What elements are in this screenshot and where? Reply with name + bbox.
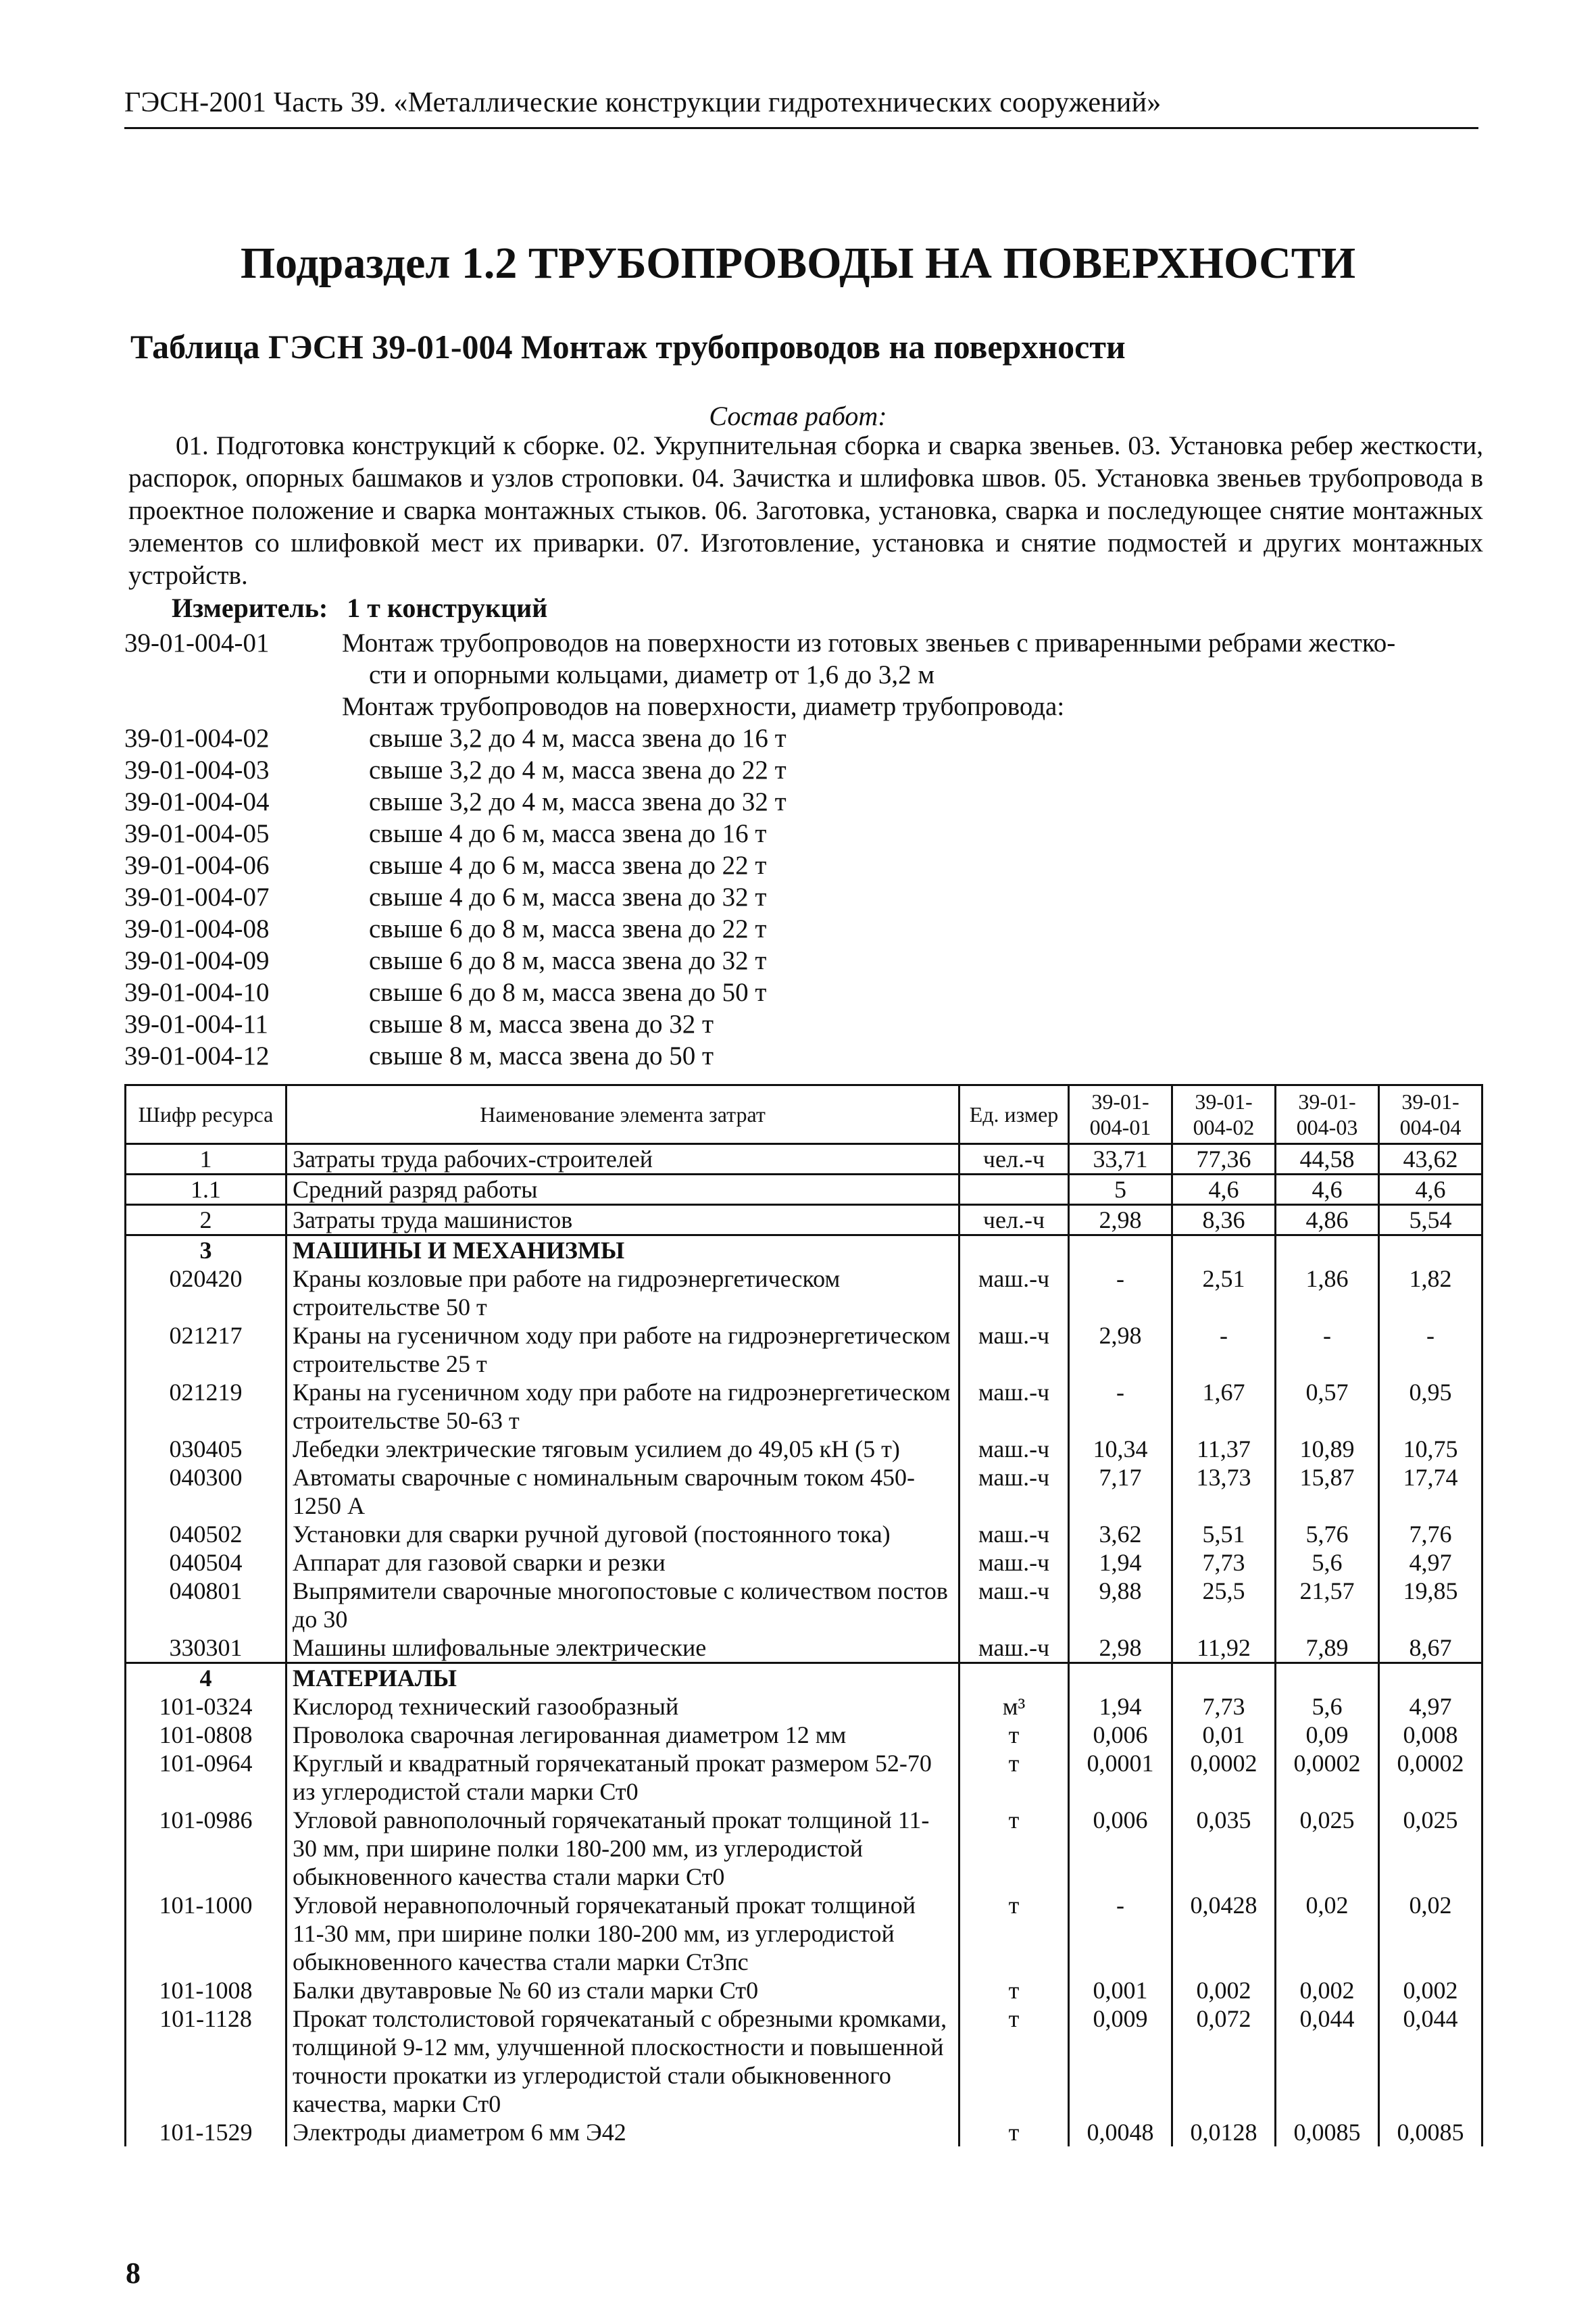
norm-value-cell (1379, 1235, 1482, 1265)
norm-value-cell: 5,51 (1172, 1520, 1276, 1548)
table-row (126, 1205, 1482, 1235)
unit-cell: т (959, 1891, 1069, 1976)
table-row (126, 2004, 1482, 2118)
table-row (126, 1548, 1482, 1577)
resource-code: 101-1128 (126, 2004, 286, 2118)
header-norm-col-4: 39-01-004-04 (1379, 1085, 1482, 1144)
header-norm-col-3: 39-01-004-03 (1276, 1085, 1379, 1144)
norm-value-cell: 0,035 (1172, 1806, 1276, 1891)
cost-element-name: Краны козловые при работе на гидроэнергетическом строительстве 50 т (286, 1264, 959, 1321)
table-row (126, 1463, 1482, 1520)
norm-value-cell: 0,0128 (1172, 2118, 1276, 2146)
norm-value-cell: 5,76 (1276, 1520, 1379, 1548)
norm-value-cell: 8,36 (1172, 1205, 1276, 1235)
norm-code-row (124, 850, 1476, 881)
unit-cell: чел.-ч (959, 1144, 1069, 1175)
cost-element-name: Аппарат для газовой сварки и резки (286, 1548, 959, 1577)
norm-code-row (124, 977, 1476, 1008)
norm-value-cell: 2,98 (1069, 1205, 1172, 1235)
norm-value-cell: 33,71 (1069, 1144, 1172, 1175)
norm-description: свыше 3,2 до 4 м, масса звена до 16 т (369, 724, 787, 753)
table-row (126, 1633, 1482, 1663)
unit-cell: маш.-ч (959, 1548, 1069, 1577)
cost-element-name: МАТЕРИАЛЫ (286, 1663, 959, 1693)
resource-code: 040300 (126, 1463, 286, 1520)
resource-code: 030405 (126, 1435, 286, 1463)
table-title: Таблица ГЭСН 39-01-004 Монтаж трубопроводов на поверхности (130, 328, 1126, 366)
unit-cell (959, 1663, 1069, 1693)
page-number: 8 (126, 2257, 141, 2290)
norm-description-line: Монтаж трубопроводов на поверхности из готовых звеньев с приваренными ребрами жестко- (342, 629, 1396, 658)
norm-value-cell: 1,82 (1379, 1264, 1482, 1321)
norm-value-cell: 77,36 (1172, 1144, 1276, 1175)
norm-value-cell: 0,025 (1276, 1806, 1379, 1891)
header-cost-element: Наименование элемента затрат (286, 1085, 959, 1144)
norm-value-cell (1069, 1663, 1172, 1693)
norm-value-cell: 17,74 (1379, 1463, 1482, 1520)
norm-description: свыше 6 до 8 м, масса звена до 50 т (369, 978, 767, 1007)
norm-value-cell: 13,73 (1172, 1463, 1276, 1520)
norm-description: свыше 4 до 6 м, масса звена до 32 т (369, 883, 767, 912)
unit-cell (959, 1175, 1069, 1205)
work-composition-heading: Состав работ: (709, 401, 887, 431)
table-row (126, 1806, 1482, 1891)
norm-value-cell: 5,6 (1276, 1692, 1379, 1721)
cost-element-name: Автоматы сварочные с номинальным сварочным током 450-1250 А (286, 1463, 959, 1520)
unit-cell: маш.-ч (959, 1321, 1069, 1378)
norm-value-cell: - (1069, 1264, 1172, 1321)
resource-table (124, 1084, 1483, 2146)
unit-cell: т (959, 1749, 1069, 1806)
norm-value-cell: 11,37 (1172, 1435, 1276, 1463)
resource-code: 101-1008 (126, 1976, 286, 2004)
table-row (126, 1749, 1482, 1806)
resource-code: 021217 (126, 1321, 286, 1378)
work-composition-text: 01. Подготовка конструкций к сборке. 02. Укрупнительная сборка и сварка звеньев. 03. Установка ребер жесткости, распорок, опорных башмаков и узлов строповки. 04. Зачистка и шлифовка швов. 05. Установка звеньев трубопровода в проектное положение и сварка монтажных стыков. 06. Заготовка, установка, сварка и последующее снятие монтажных элементов со шлифовкой мест их приварки. 07. Изготовление, установка и снятие подмостей и других монтажных устройств. (128, 431, 1483, 590)
norm-description: свыше 3,2 до 4 м, масса звена до 22 т (369, 756, 787, 785)
cost-element-name: Средний разряд работы (286, 1175, 959, 1205)
cost-element-name: Кислород технический газообразный (286, 1692, 959, 1721)
norm-value-cell: 1,94 (1069, 1692, 1172, 1721)
norm-value-cell (1379, 1663, 1482, 1693)
norm-value-cell: - (1172, 1321, 1276, 1378)
norm-value-cell: - (1379, 1321, 1482, 1378)
cost-element-name: Затраты труда рабочих-строителей (286, 1144, 959, 1175)
norm-code: 39-01-004-12 (124, 1041, 270, 1070)
cost-element-name: Лебедки электрические тяговым усилием до 49,05 кН (5 т) (286, 1435, 959, 1463)
norm-code: 39-01-004-04 (124, 787, 270, 816)
norm-value-cell: 3,62 (1069, 1520, 1172, 1548)
table-row (126, 1378, 1482, 1435)
measure-label: Измеритель: (172, 593, 328, 623)
norm-value-cell: 0,006 (1069, 1806, 1172, 1891)
table-row (126, 1520, 1482, 1548)
cost-element-name: Краны на гусеничном ходу при работе на гидроэнергетическом строительстве 25 т (286, 1321, 959, 1378)
table-row (126, 1577, 1482, 1633)
resource-code: 101-0964 (126, 1749, 286, 1806)
norm-code-row (124, 786, 1476, 818)
norm-value-cell: 11,92 (1172, 1633, 1276, 1663)
resource-code: 330301 (126, 1633, 286, 1663)
unit-cell (959, 1235, 1069, 1265)
cost-element-name: Проволока сварочная легированная диаметром 12 мм (286, 1721, 959, 1749)
norm-value-cell: 43,62 (1379, 1144, 1482, 1175)
norm-value-cell: 0,0085 (1276, 2118, 1379, 2146)
resource-code: 1 (126, 1144, 286, 1175)
norm-code: 39-01-004-07 (124, 883, 270, 912)
norm-value-cell: 4,86 (1276, 1205, 1379, 1235)
table-row (126, 1435, 1482, 1463)
norm-code-list (124, 627, 1476, 1072)
norm-code: 39-01-004-10 (124, 978, 270, 1007)
norm-code-row (124, 627, 1476, 691)
norm-value-cell: 0,0002 (1172, 1749, 1276, 1806)
cost-element-name: Круглый и квадратный горячекатаный прокат размером 52-70 из углеродистой стали марки Ст0 (286, 1749, 959, 1806)
norm-value-cell: 0,0048 (1069, 2118, 1172, 2146)
norm-value-cell: 5,6 (1276, 1548, 1379, 1577)
norm-value-cell: 2,98 (1069, 1633, 1172, 1663)
norm-value-cell: - (1276, 1321, 1379, 1378)
norm-code: 39-01-004-06 (124, 851, 270, 880)
resource-code: 040504 (126, 1548, 286, 1577)
norm-group-lead (124, 691, 1476, 722)
norm-value-cell: 0,95 (1379, 1378, 1482, 1435)
norm-code: 39-01-004-05 (124, 819, 270, 848)
norm-code-row (124, 818, 1476, 850)
norm-value-cell: 25,5 (1172, 1577, 1276, 1633)
norm-value-cell: 0,001 (1069, 1976, 1172, 2004)
resource-code: 040801 (126, 1577, 286, 1633)
norm-description: свыше 4 до 6 м, масса звена до 16 т (369, 819, 767, 848)
norm-value-cell: 0,02 (1276, 1891, 1379, 1976)
norm-value-cell: 4,6 (1276, 1175, 1379, 1205)
norm-value-cell: 0,0001 (1069, 1749, 1172, 1806)
table-row (126, 1264, 1482, 1321)
norm-value-cell: 4,97 (1379, 1548, 1482, 1577)
norm-value-cell: 10,89 (1276, 1435, 1379, 1463)
norm-value-cell: 15,87 (1276, 1463, 1379, 1520)
resource-code: 040502 (126, 1520, 286, 1548)
norm-value-cell: 5,54 (1379, 1205, 1482, 1235)
cost-element-name: Краны на гусеничном ходу при работе на гидроэнергетическом строительстве 50-63 т (286, 1378, 959, 1435)
norm-code-row (124, 881, 1476, 913)
norm-value-cell: 7,73 (1172, 1692, 1276, 1721)
norm-value-cell: 44,58 (1276, 1144, 1379, 1175)
resource-code: 2 (126, 1205, 286, 1235)
unit-cell: чел.-ч (959, 1205, 1069, 1235)
norm-value-cell: 0,002 (1172, 1976, 1276, 2004)
table-row (126, 1692, 1482, 1721)
norm-value-cell: 0,57 (1276, 1378, 1379, 1435)
table-row (126, 1663, 1482, 1693)
norm-value-cell: 0,025 (1379, 1806, 1482, 1891)
resource-code: 020420 (126, 1264, 286, 1321)
norm-value-cell: 0,009 (1069, 2004, 1172, 2118)
norm-code: 39-01-004-02 (124, 724, 270, 753)
norm-description (342, 627, 1476, 691)
norm-value-cell: 0,044 (1379, 2004, 1482, 2118)
cost-element-name: Электроды диаметром 6 мм Э42 (286, 2118, 959, 2146)
cost-element-name: Балки двутавровые № 60 из стали марки Ст0 (286, 1976, 959, 2004)
section-title: Подраздел 1.2 ТРУБОПРОВОДЫ НА ПОВЕРХНОСТИ (240, 239, 1356, 288)
measure-value: 1 т конструкций (347, 593, 548, 623)
norm-value-cell: 4,97 (1379, 1692, 1482, 1721)
norm-description: свыше 6 до 8 м, масса звена до 32 т (369, 946, 767, 975)
resource-code: 4 (126, 1663, 286, 1693)
unit-cell: т (959, 2004, 1069, 2118)
table-row (126, 1235, 1482, 1265)
header-norm-col-2: 39-01-004-02 (1172, 1085, 1276, 1144)
header-resource-code: Шифр ресурса (126, 1085, 286, 1144)
norm-value-cell: 7,17 (1069, 1463, 1172, 1520)
unit-cell: т (959, 1976, 1069, 2004)
norm-description: свыше 6 до 8 м, масса звена до 22 т (369, 914, 767, 943)
unit-cell: маш.-ч (959, 1435, 1069, 1463)
table-row (126, 1721, 1482, 1749)
norm-code: 39-01-004-03 (124, 756, 270, 785)
unit-cell: маш.-ч (959, 1577, 1069, 1633)
resource-code: 101-0986 (126, 1806, 286, 1891)
norm-value-cell: 0,006 (1069, 1721, 1172, 1749)
norm-value-cell (1172, 1663, 1276, 1693)
norm-value-cell: 0,0002 (1379, 1749, 1482, 1806)
table-header-row (126, 1085, 1482, 1144)
norm-value-cell (1172, 1235, 1276, 1265)
norm-value-cell: 10,34 (1069, 1435, 1172, 1463)
resource-code: 021219 (126, 1378, 286, 1435)
cost-element-name: Прокат толстолистовой горячекатаный с обрезными кромками, толщиной 9-12 мм, улучшенной плоскостности и повышенной точности прокатки из углеродистой стали обыкновенного качества, марки Ст0 (286, 2004, 959, 2118)
norm-description: свыше 3,2 до 4 м, масса звена до 32 т (369, 787, 787, 816)
norm-value-cell: 0,072 (1172, 2004, 1276, 2118)
resource-code: 101-0324 (126, 1692, 286, 1721)
resource-code: 3 (126, 1235, 286, 1265)
cost-element-name: Установки для сварки ручной дуговой (постоянного тока) (286, 1520, 959, 1548)
norm-code: 39-01-004-09 (124, 946, 270, 975)
norm-value-cell: 0,002 (1379, 1976, 1482, 2004)
norm-value-cell: 7,89 (1276, 1633, 1379, 1663)
norm-value-cell: 0,002 (1276, 1976, 1379, 2004)
table-row (126, 1175, 1482, 1205)
norm-value-cell (1276, 1663, 1379, 1693)
norm-description: свыше 8 м, масса звена до 50 т (369, 1041, 714, 1070)
norm-value-cell: 0,008 (1379, 1721, 1482, 1749)
cost-element-name: Угловой равнополочный горячекатаный прокат толщиной 11-30 мм, при ширине полки 180-200 мм, из углеродистой обыкновенного качества стали марки Ст0 (286, 1806, 959, 1891)
norm-value-cell: 4,6 (1379, 1175, 1482, 1205)
unit-cell: т (959, 1806, 1069, 1891)
resource-code: 101-1000 (126, 1891, 286, 1976)
cost-element-name: Машины шлифовальные электрические (286, 1633, 959, 1663)
norm-value-cell: 0,044 (1276, 2004, 1379, 2118)
norm-value-cell: 0,0428 (1172, 1891, 1276, 1976)
table-row (126, 2118, 1482, 2146)
norm-value-cell: 5 (1069, 1175, 1172, 1205)
unit-cell: т (959, 1721, 1069, 1749)
resource-code: 101-0808 (126, 1721, 286, 1749)
cost-element-name: МАШИНЫ И МЕХАНИЗМЫ (286, 1235, 959, 1265)
unit-cell: маш.-ч (959, 1463, 1069, 1520)
norm-value-cell: 1,94 (1069, 1548, 1172, 1577)
header-norm-col-1: 39-01-004-01 (1069, 1085, 1172, 1144)
norm-value-cell: 2,51 (1172, 1264, 1276, 1321)
cost-element-name: Затраты труда машинистов (286, 1205, 959, 1235)
norm-value-cell: 7,76 (1379, 1520, 1482, 1548)
norm-value-cell: 9,88 (1069, 1577, 1172, 1633)
norm-value-cell: 2,98 (1069, 1321, 1172, 1378)
norm-value-cell: 4,6 (1172, 1175, 1276, 1205)
norm-group-lead-text: Монтаж трубопроводов на поверхности, диаметр трубопровода: (342, 692, 1065, 721)
resource-code: 1.1 (126, 1175, 286, 1205)
unit-cell: маш.-ч (959, 1520, 1069, 1548)
cost-element-name: Выпрямители сварочные многопостовые с количеством постов до 30 (286, 1577, 959, 1633)
norm-code: 39-01-004-01 (124, 629, 270, 658)
norm-code: 39-01-004-11 (124, 1010, 269, 1039)
norm-value-cell (1069, 1235, 1172, 1265)
norm-value-cell: - (1069, 1378, 1172, 1435)
norm-value-cell: 7,73 (1172, 1548, 1276, 1577)
table-row (126, 1144, 1482, 1175)
header-unit: Ед. измер (959, 1085, 1069, 1144)
unit-cell: маш.-ч (959, 1264, 1069, 1321)
norm-description: свыше 8 м, масса звена до 32 т (369, 1010, 714, 1039)
unit-cell: маш.-ч (959, 1633, 1069, 1663)
norm-description: свыше 4 до 6 м, масса звена до 22 т (369, 851, 767, 880)
norm-code-row (124, 1040, 1476, 1072)
norm-code-row (124, 1008, 1476, 1040)
norm-value-cell: 19,85 (1379, 1577, 1482, 1633)
norm-value-cell: 0,01 (1172, 1721, 1276, 1749)
measure-unit (172, 592, 547, 624)
norm-value-cell: - (1069, 1891, 1172, 1976)
table-row (126, 1891, 1482, 1976)
norm-code-row (124, 945, 1476, 977)
table-row (126, 1976, 1482, 2004)
norm-value-cell: 1,67 (1172, 1378, 1276, 1435)
norm-code-row (124, 722, 1476, 754)
norm-value-cell (1276, 1235, 1379, 1265)
norm-value-cell: 0,02 (1379, 1891, 1482, 1976)
unit-cell: маш.-ч (959, 1378, 1069, 1435)
norm-description-line: сти и опорными кольцами, диаметр от 1,6 до 3,2 м (369, 660, 935, 689)
norm-value-cell: 10,75 (1379, 1435, 1482, 1463)
norm-value-cell: 8,67 (1379, 1633, 1482, 1663)
running-head: ГЭСН-2001 Часть 39. «Металлические конструкции гидротехнических сооружений» (124, 87, 1478, 129)
norm-value-cell: 21,57 (1276, 1577, 1379, 1633)
norm-value-cell: 0,09 (1276, 1721, 1379, 1749)
norm-code-row (124, 913, 1476, 945)
norm-value-cell: 0,0002 (1276, 1749, 1379, 1806)
norm-code-row (124, 754, 1476, 786)
norm-code: 39-01-004-08 (124, 914, 270, 943)
table-row (126, 1321, 1482, 1378)
norm-value-cell: 1,86 (1276, 1264, 1379, 1321)
cost-element-name: Угловой неравнополочный горячекатаный прокат толщиной 11-30 мм, при ширине полки 180-200 мм, из углеродистой обыкновенного качества стали марки Ст3пс (286, 1891, 959, 1976)
resource-code: 101-1529 (126, 2118, 286, 2146)
unit-cell: т (959, 2118, 1069, 2146)
norm-value-cell: 0,0085 (1379, 2118, 1482, 2146)
unit-cell: м³ (959, 1692, 1069, 1721)
